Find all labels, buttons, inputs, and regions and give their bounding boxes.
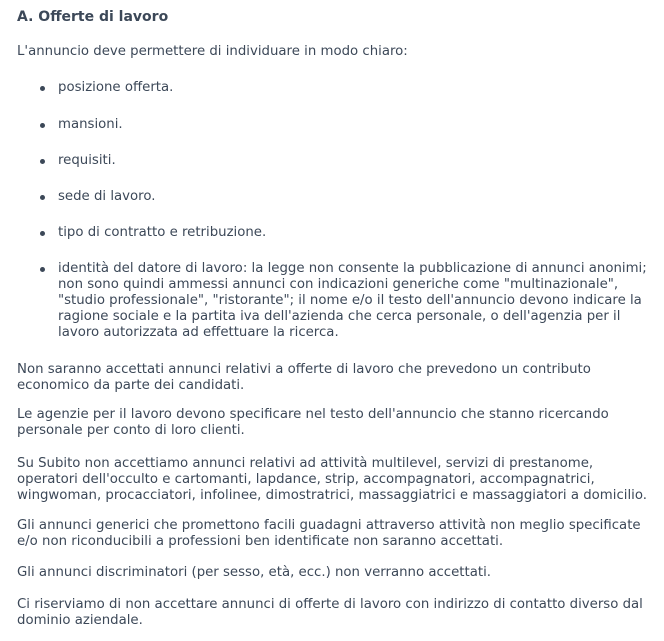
intro-text: L'annuncio deve permettere di individuare in modo chiaro: [17,44,408,59]
list-item-text: sede di lavoro. [58,189,156,204]
paragraph-contact-domain: Ci riserviamo di non accettare annunci di offerte di lavoro con indirizzo di contatto diverso dal dominio aziendale. [17,597,643,628]
list-item-text: posizione offerta. [58,80,174,95]
paragraph-agencies: Le agenzie per il lavoro devono specificare nel testo dell'annuncio che stanno ricercando personale per conto di loro clienti. [17,407,609,438]
bullet-dot-icon [40,86,45,91]
bullet-dot-icon [40,159,45,164]
bullet-dot-icon [40,231,45,236]
paragraph-excluded-activities: Su Subito non accettiamo annunci relativi ad attività multilevel, servizi di prestanome, operatori dell'occulto e cartomanti, lapdance, strip, accompagnatori, accompagnatrici, wingwoman, procacciatori, infolinee, dimostratrici, massaggiatrici e massaggiatori a domicilio. [17,456,647,503]
bullet-dot-icon [40,123,45,128]
paragraph-generic-ads: Gli annunci generici che promettono facili guadagni attraverso attività non meglio specificate e/o non riconducibili a professioni ben identificate non saranno accettati. [17,518,641,549]
paragraph-contribution: Non saranno accettati annunci relativi a offerte di lavoro che prevedono un contributo economico da parte dei candidati. [17,362,591,393]
bullet-dot-icon [40,267,45,272]
list-item-text: mansioni. [58,117,123,132]
section-title: A. Offerte di lavoro [17,9,169,25]
list-item-text: tipo di contratto e retribuzione. [58,225,267,240]
bullet-dot-icon [40,195,45,200]
paragraph-discrimination: Gli annunci discriminatori (per sesso, età, ecc.) non verranno accettati. [17,565,491,580]
list-item-text: requisiti. [58,153,116,168]
list-item-text: identità del datore di lavoro: la legge non consente la pubblicazione di annunci anonimi; non sono quindi ammessi annunci con indicazioni generiche come "multinazionale", "studio professionale", "ristorante"; il nome e/o il testo dell'annuncio devono indicare la ragione sociale e la partita iva dell'azienda che cerca personale, o dell'agenzia per il lavoro autorizzata ad effettuare la ricerca. [58,261,647,340]
